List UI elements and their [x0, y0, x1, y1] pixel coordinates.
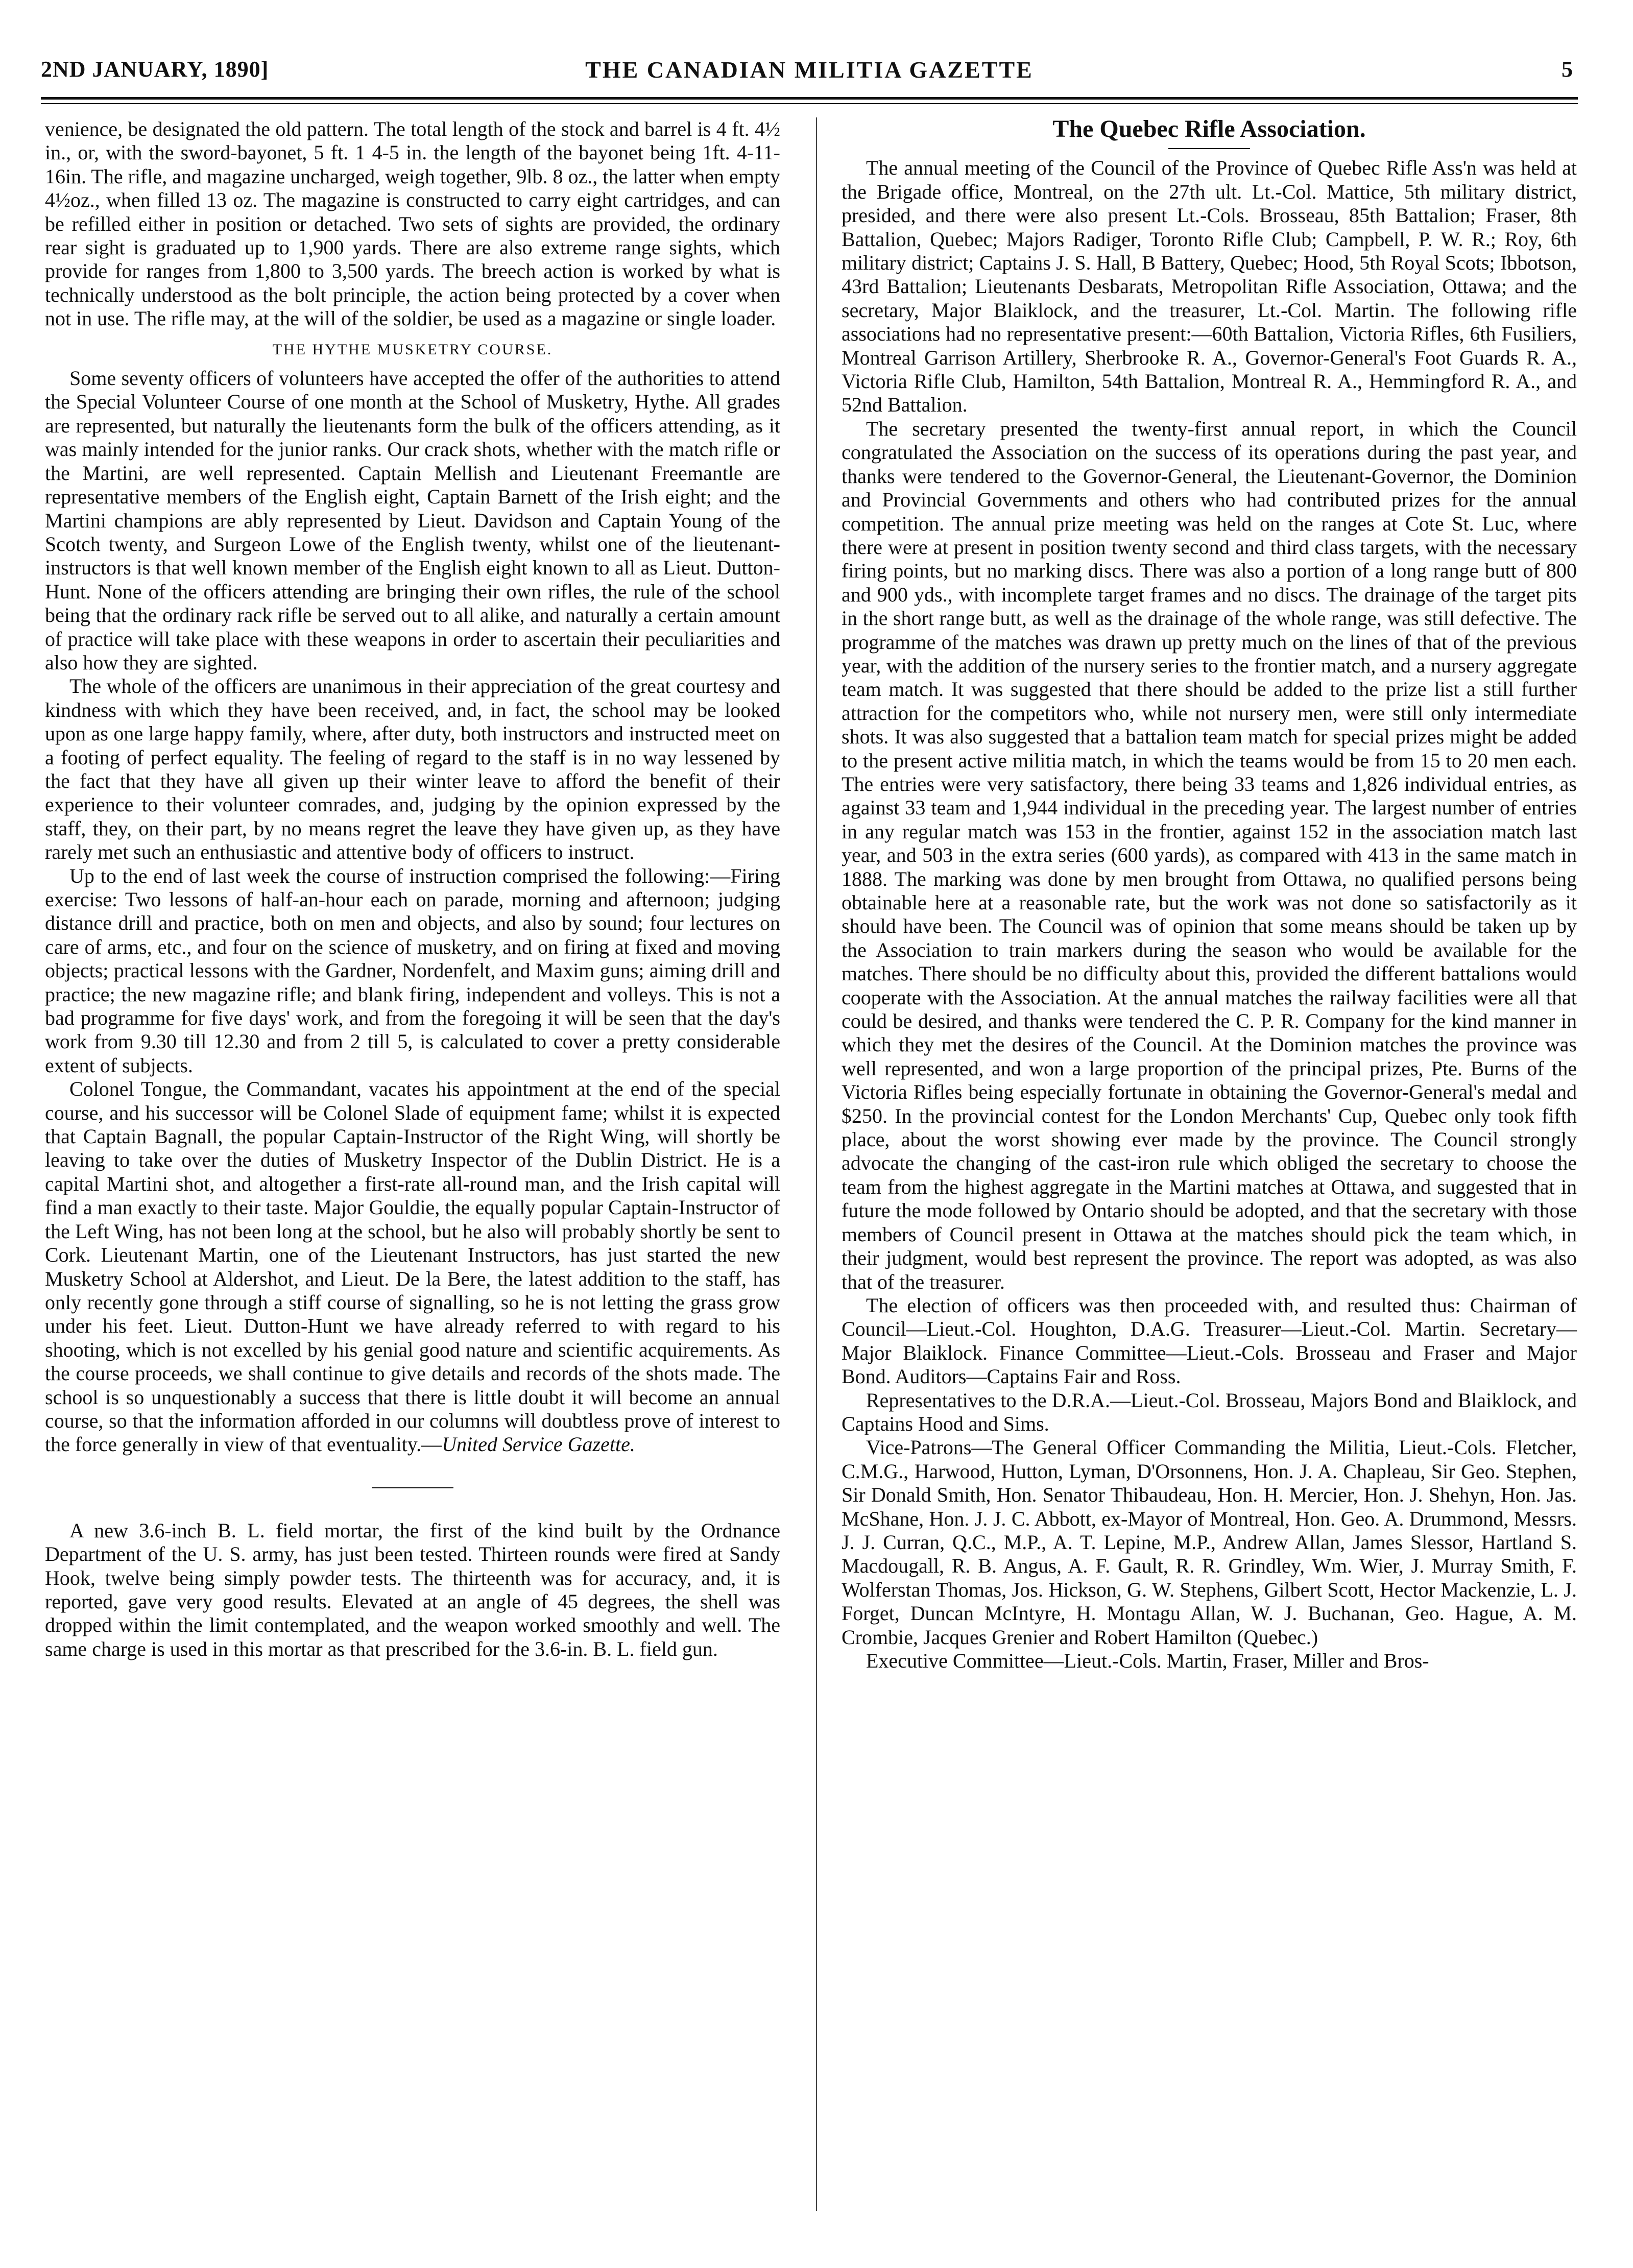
source-attribution: United Service Gazette.	[442, 1433, 635, 1456]
section-subheading: THE HYTHE MUSKETRY COURSE.	[272, 341, 553, 358]
article-paragraph: The whole of the officers are unanimous in their appreciation of the great courtesy and kindness with which they have been received, and, in fact, the school may be looked upon as one large happy family, where, after duty, both instructors and instructed meet on a footing of perfect equality. The feeling of regard to the staff is in no way lessened by the fact that they have all given up their winter leave to afford the benefit of their experience to their volunteer comrades, and, judging by the opinion expressed by the staff, they, on their part, by no means regret the leave they have given up, as they have rarely met such an enthusiastic and attentive body of officers to instruct.	[45, 674, 780, 864]
title-rule	[1168, 148, 1250, 149]
header-rule-thin	[41, 103, 1578, 104]
article-paragraph: A new 3.6-inch B. L. field mortar, the first of the kind built by the Ordnance Department of the U. S. army, has just been tested. Thirteen rounds were fired at Sandy Hook, twelve being simply powder tests. The thirteenth was for accuracy, and, it is reported, gave very good results. Elevated at an angle of 45 degrees, the shell was dropped within the limit contemplated, and the weapon worked smoothly and well. The same charge is used in this mortar as that prescribed for the 3.6-in. B. L. field gun.	[45, 1518, 780, 1660]
column-divider	[816, 117, 817, 2211]
article-paragraph: Representatives to the D.R.A.—Lieut.-Col. Brosseau, Majors Bond and Blaiklock, and Captains Hood and Sims.	[842, 1388, 1577, 1435]
article-paragraph: The election of officers was then proceeded with, and resulted thus: Chairman of Council—Lieut.-Col. Houghton, D.A.G. Treasurer—Lieut.-Col. Martin. Secretary—Major Blaiklock. Finance Committee—Lieut.-Cols. Brosseau and Fraser and Major Bond. Auditors—Captains Fair and Ross.	[842, 1293, 1577, 1388]
left-column	[45, 117, 780, 1661]
article-paragraph: venience, be designated the old pattern. The total length of the stock and barrel is 4 ft. 4½ in., or, with the sword-bayonet, 5 ft. 1 4-5 in. the length of the bayonet being 1ft. 4-11-16in. The rifle, and magazine uncharged, weigh together, 9lb. 8 oz., the latter when empty 4½oz., when filled 13 oz. The magazine is constructed to carry eight cartridges, and can be refilled either in position or detached. Two sets of sights are provided, the ordinary rear sight is graduated up to 1,900 yards. There are also extreme range sights, which provide for ranges from 1,800 to 3,500 yards. The breech action is worked by what is technically understood as the bolt principle, the action being protected by a cover when not in use. The rifle may, at the will of the soldier, be used as a magazine or single loader.	[45, 117, 780, 330]
article-paragraph: The secretary presented the twenty-first annual report, in which the Council congratulated the Association on the success of its operations during the past year, and thanks were tendered to the Governor-General, the Lieutenant-Governor, the Dominion and Provincial Governments and others who had contributed prizes for the annual competition. The annual prize meeting was held on the ranges at Cote St. Luc, where there were at present in position twenty second and third class targets, with the necessary firing points, but no marking discs. There was also a portion of a long range butt of 800 and 900 yds., with incomplete target frames and no discs. The drainage of the target pits in the short range butt, as well as the drainage of the whole range, was still defective. The programme of the matches was drawn up pretty much on the lines of that of the previous year, with the addition of the nursery series to the frontier match, and a nursery aggregate team match. It was suggested that there should be added to the prize list a still further attraction for the competitors who, while not nursery men, were still only intermediate shots. It was also suggested that a battalion team match for special prizes might be added to the present active militia match, in which the teams would be from 15 to 20 men each. The entries were very satisfactory, there being 33 teams and 1,826 individual entries, as against 33 team and 1,944 individual in the preceding year. The largest number of entries in any regular match was 153 in the frontier, against 152 in the association match last year, and 503 in the extra series (600 yards), as compared with 413 in the same match in 1888. The marking was done by men brought from Ottawa, no qualified persons being obtainable here at a reasonable rate, but the work was not done so satisfactorily as it should have been. The Council was of opinion that some means should be taken up by the Association to train markers during the season who would be available for the matches. There should be no difficulty about this, provided the different battalions would cooperate with the Association. At the annual matches the railway facilities were all that could be desired, and thanks were tendered the C. P. R. Company for the kind manner in which they met the desires of the Council. At the Dominion matches the province was well represented, and won a large proportion of the principal prizes, Pte. Burns of the Victoria Rifles being especially fortunate in obtaining the Governor-General's medal and $250. In the provincial contest for the London Merchants' Cup, Quebec only took fifth place, about the worst showing ever made by the province. The Council strongly advocate the changing of the cast-iron rule which obliged the secretary to choose the team from the highest aggregate in the Martini matches at Ottawa, and suggested that in future the mode followed by Ontario should be adopted, and that the secretary with those members of Council present in Ottawa at the matches should pick the team which, in their judgment, would best represent the province. The report was adopted, as was also that of the treasurer.	[842, 417, 1577, 1293]
article-paragraph: Executive Committee—Lieut.-Cols. Martin, Fraser, Miller and Bros-	[866, 1649, 1429, 1672]
article-paragraph	[45, 1077, 780, 1457]
article-separator	[372, 1487, 453, 1488]
paragraph-text: Colonel Tongue, the Commandant, vacates his appointment at the end of the special course, and his successor will be Colonel Slade of equipment fame; whilst it is expected that Captain Bagnall, the popular Captain-Instructor of the Right Wing, will shortly be leaving to take over the duties of Musketry Inspector of the Dublin District. He is a capital Martini shot, and altogether a first-rate all-round man, and the Irish capital will find a man exactly to their taste. Major Gouldie, the equally popular Captain-Instructor of the Left Wing, has not been long at the school, but he also will probably shortly be sent to Cork. Lieutenant Martin, one of the Lieutenant Instructors, has just started the new Musketry School at Aldershot, and Lieut. De la Bere, the latest addition to the staff, has only recently gone through a stiff course of signalling, so he is not letting the grass grow under his feet. Lieut. Dutton-Hunt we have already referred to with regard to his shooting, which is not excelled by his genial good nature and scientific acquirements. As the course proceeds, we shall continue to give details and records of the shots made. The school is so unquestionably a success that there is little doubt it will become an annual course, so that the information afforded in our columns will doubtless prove of interest to the force generally in view of that eventuality.—	[45, 1077, 780, 1456]
article-paragraph: The annual meeting of the Council of the Province of Quebec Rifle Ass'n was held at the Brigade office, Montreal, on the 27th ult. Lt.-Col. Mattice, 5th military district, presided, and there were also present Lt.-Cols. Brosseau, 85th Battalion; Fraser, 8th Battalion, Quebec; Majors Radiger, Toronto Rifle Club; Campbell, P. W. R.; Roy, 6th military district; Captains J. S. Hall, B Battery, Quebec; Hood, 5th Royal Scots; Ibbotson, 43rd Battalion; Lieutenants Desbarats, Metropolitan Rifle Association, Ottawa; and the secretary, Major Blaiklock, and the treasurer, Lt.-Col. Martin. The following rifle associations had no representative present:—60th Battalion, Victoria Rifles, 6th Fusiliers, Montreal Garrison Artillery, Sherbrooke R. A., Governor-General's Foot Guards R. A., Victoria Rifle Club, Hamilton, 54th Battalion, Montreal R. A., Hemmingford R. A., and 52nd Battalion.	[842, 156, 1577, 417]
header-rule-thick	[41, 97, 1578, 100]
issue-date: 2ND JANUARY, 1890]	[41, 57, 269, 82]
right-column	[842, 117, 1577, 1673]
article-paragraph: Some seventy officers of volunteers have accepted the offer of the authorities to attend the Special Volunteer Course of one month at the School of Musketry, Hythe. All grades are represented, but naturally the lieutenants form the bulk of the officers attending, as it was mainly intended for the junior ranks. Our crack shots, whether with the match rifle or the Martini, are well represented. Captain Mellish and Lieutenant Freemantle are representative members of the English eight, Captain Barnett of the Irish eight; and the Martini champions are ably represented by Lieut. Davidson and Captain Young of the Scotch twenty, and Surgeon Lowe of the English twenty, whilst one of the lieutenant-instructors is that well known member of the English eight known to all as Lieut. Dutton-Hunt. None of the officers attending are bringing their own rifles, the rule of the school being that the ordinary rack rifle be served out to all alike, and naturally a certain amount of practice will take place with these weapons in order to ascertain their peculiarities and also how they are sighted.	[45, 367, 780, 674]
article-paragraph: Up to the end of last week the course of instruction comprised the following:—Firing exercise: Two lessons of half-an-hour each on parade, morning and afternoon; judging distance drill and practice, both on men and objects, and also by sound; four lectures on care of arms, etc., and four on the science of musketry, and on firing at fixed and moving objects; practical lessons with the Gardner, Nordenfelt, and Maxim guns; aiming drill and practice; the new magazine rifle; and blank firing, independent and volleys. This is not a bad programme for five days' work, and from the foregoing it will be seen that the day's work from 9.30 till 12.30 and from 2 till 5, is calculated to cover a pretty considerable extent of subjects.	[45, 864, 780, 1077]
page-header	[41, 56, 1578, 97]
page-number: 5	[1562, 57, 1573, 82]
article-title: The Quebec Rifle Association.	[1052, 115, 1366, 142]
article-paragraph: Vice-Patrons—The General Officer Commanding the Militia, Lieut.-Cols. Fletcher, C.M.G., Harwood, Hutton, Lyman, D'Orsonnens, Hon. J. A. Chapleau, Sir Geo. Stephen, Sir Donald Smith, Hon. Senator Thibaudeau, Hon. H. Mercier, Hon. J. Shehyn, Hon. Jas. McShane, Hon. J. J. C. Abbott, ex-Mayor of Montreal, Hon. Geo. A. Drummond, Messrs. J. J. Curran, Q.C., M.P., A. T. Lepine, M.P., Andrew Allan, James Slessor, Hartland S. Macdougall, R. B. Angus, A. F. Gault, R. R. Grindley, Wm. Wier, J. Murray Smith, F. Wolferstan Thomas, Jos. Hickson, G. W. Stephens, Gilbert Scott, Hector Mackenzie, L. J. Forget, Duncan McIntyre, H. Montagu Allan, W. J. Buchanan, Geo. Hague, A. M. Crombie, Jacques Grenier and Robert Hamilton (Quebec.)	[842, 1436, 1577, 1649]
publication-title: THE CANADIAN MILITIA GAZETTE	[585, 57, 1034, 83]
